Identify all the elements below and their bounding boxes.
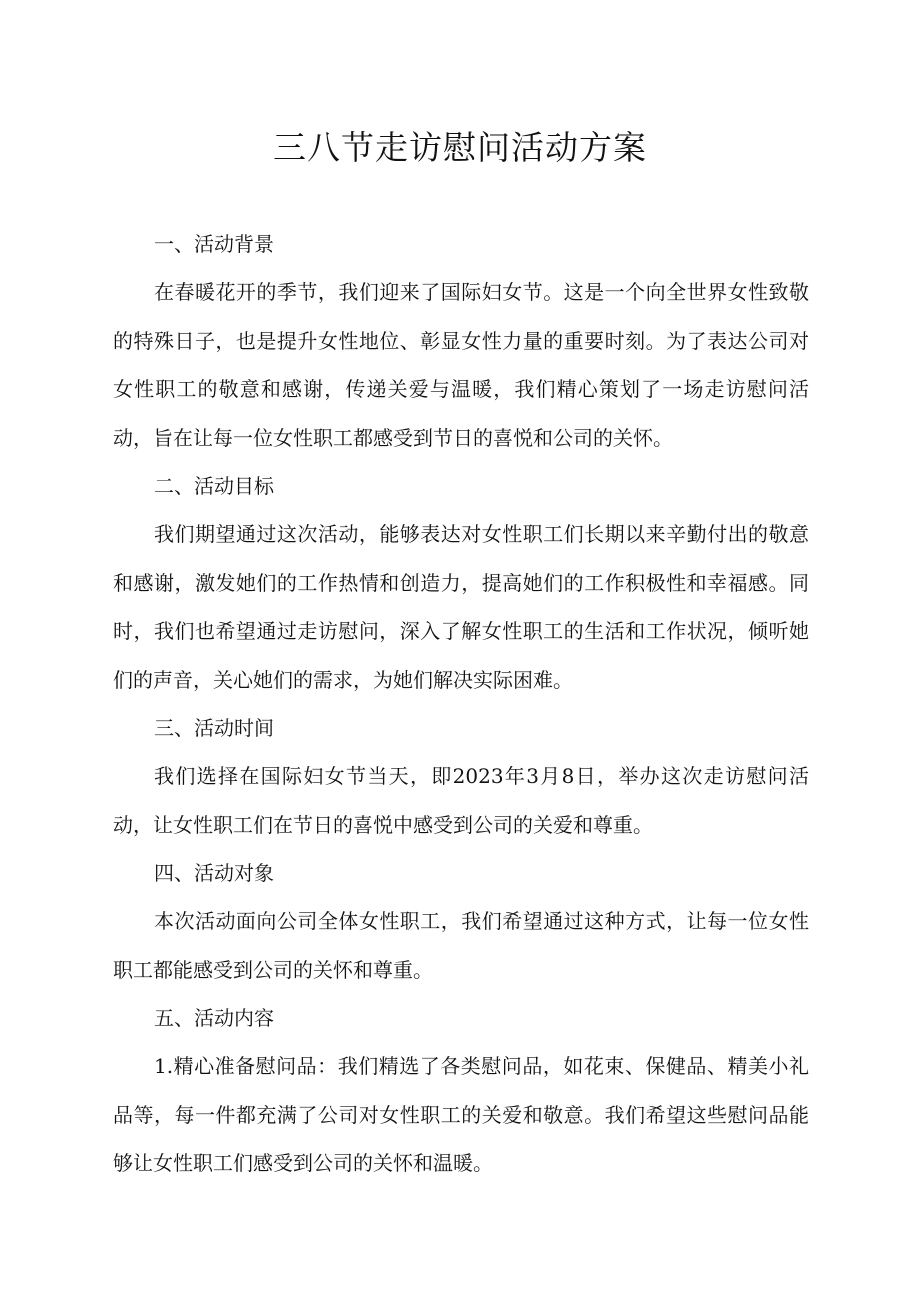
- section-time: [113, 704, 809, 849]
- section-paragraph: 本次活动面向公司全体女性职工，我们希望通过这种方式，让每一位女性职工都能感受到公司的关怀和尊重。: [113, 909, 809, 982]
- section-paragraph: 我们选择在国际妇女节当天，即2023年3月8日，举办这次走访慰问活动，让女性职工们在节日的喜悦中感受到公司的关爱和尊重。: [113, 764, 809, 837]
- section-paragraph: 在春暖花开的季节，我们迎来了国际妇女节。这是一个向全世界女性致敬的特殊日子，也是提升女性地位、彰显女性力量的重要时刻。为了表达公司对女性职工的敬意和感谢，传递关爱与温暖，我们精心策划了一场走访慰问活动，旨在让每一位女性职工都感受到节日的喜悦和公司的关怀。: [113, 280, 809, 450]
- section-paragraph: 我们期望通过这次活动，能够表达对女性职工们长期以来辛勤付出的敬意和感谢，激发她们的工作热情和创造力，提高她们的工作积极性和幸福感。同时，我们也希望通过走访慰问，深入了解女性职工的生活和工作状况，倾听她们的声音，关心她们的需求，为她们解决实际困难。: [113, 522, 809, 692]
- document-body: [113, 220, 809, 1188]
- section-heading: 二、活动目标: [154, 474, 274, 498]
- section-heading: 一、活动背景: [154, 232, 274, 256]
- section-content: [113, 994, 809, 1188]
- section-heading: 三、活动时间: [154, 716, 274, 740]
- section-paragraph: 1.精心准备慰问品：我们精选了各类慰问品，如花束、保健品、精美小礼品等，每一件都充满了公司对女性职工的关爱和敬意。我们希望这些慰问品能够让女性职工们感受到公司的关怀和温暖。: [113, 1054, 809, 1175]
- section-heading: 四、活动对象: [154, 861, 274, 885]
- section-audience: [113, 849, 809, 994]
- document-title: 三八节走访慰问活动方案: [273, 128, 647, 167]
- section-goals: [113, 462, 809, 704]
- section-heading: 五、活动内容: [154, 1006, 274, 1030]
- section-background: [113, 220, 809, 462]
